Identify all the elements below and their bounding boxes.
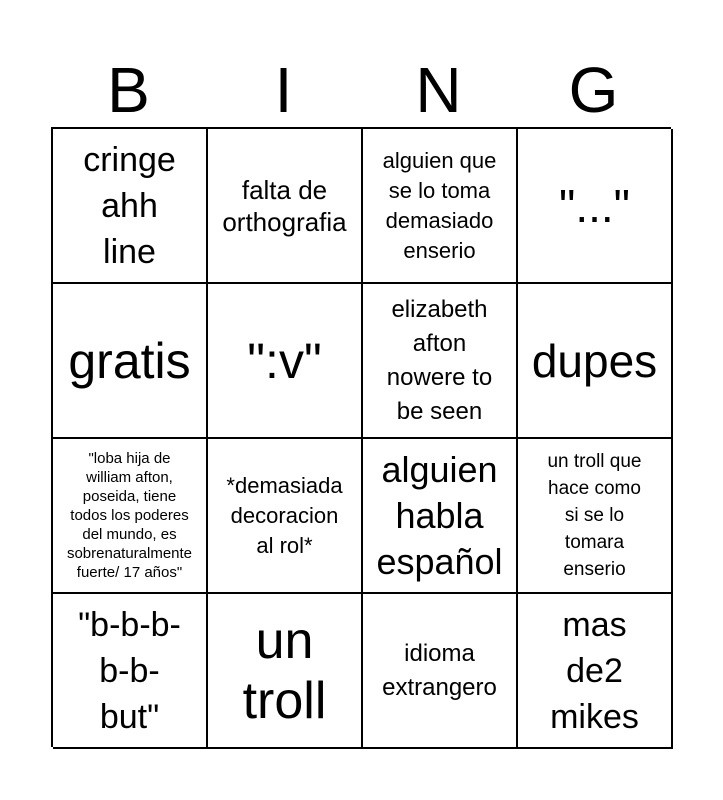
bingo-cell[interactable] (363, 439, 518, 594)
cell-text: alguien que se lo toma demasiado enserio (382, 147, 497, 263)
header-letter-i: I (274, 54, 293, 126)
bingo-cell[interactable] (518, 439, 673, 594)
cell-text: ":v" (247, 332, 322, 389)
header-letter-g: G (568, 54, 619, 126)
cell-text: elizabeth afton nowere to be seen (386, 295, 493, 425)
cell-text: idioma extrangero (382, 639, 497, 701)
bingo-grid (51, 127, 671, 747)
bingo-cell[interactable] (363, 284, 518, 439)
header-letter-n: N (415, 54, 462, 126)
bingo-cell[interactable] (53, 284, 208, 439)
cell-text: falta de orthografia (222, 174, 347, 237)
bingo-cell[interactable] (208, 129, 363, 284)
cell-text: mas de2 mikes (550, 605, 639, 736)
bingo-cell[interactable] (518, 284, 673, 439)
cell-text: "..." (559, 179, 630, 232)
cell-text: un troll que hace como si se lo tomara enserio (547, 451, 642, 580)
cell-text: un troll (242, 611, 327, 730)
bingo-header (51, 52, 671, 128)
bingo-cell[interactable] (518, 129, 673, 284)
cell-text: gratis (68, 332, 191, 389)
cell-text: alguien habla español (376, 448, 503, 582)
bingo-cell[interactable] (53, 129, 208, 284)
bingo-cell[interactable] (53, 439, 208, 594)
cell-text: "loba hija de william afton, poseida, tiene todos los poderes del mundo, es sobrenaturalmente fuerte/ 17 años" (66, 450, 193, 581)
bingo-cell[interactable] (208, 594, 363, 749)
cell-text: dupes (531, 334, 658, 387)
bingo-cell[interactable] (518, 594, 673, 749)
cell-text: *demasiada decoracion al rol* (226, 472, 343, 558)
bingo-cell[interactable] (363, 594, 518, 749)
header-letter-b: B (107, 54, 150, 126)
bingo-cell[interactable] (53, 594, 208, 749)
bingo-cell[interactable] (208, 439, 363, 594)
bingo-cell[interactable] (208, 284, 363, 439)
cell-text: "b-b-b- b-b- but" (78, 605, 181, 736)
bingo-cell[interactable] (363, 129, 518, 284)
cell-text: cringe ahh line (83, 140, 176, 271)
